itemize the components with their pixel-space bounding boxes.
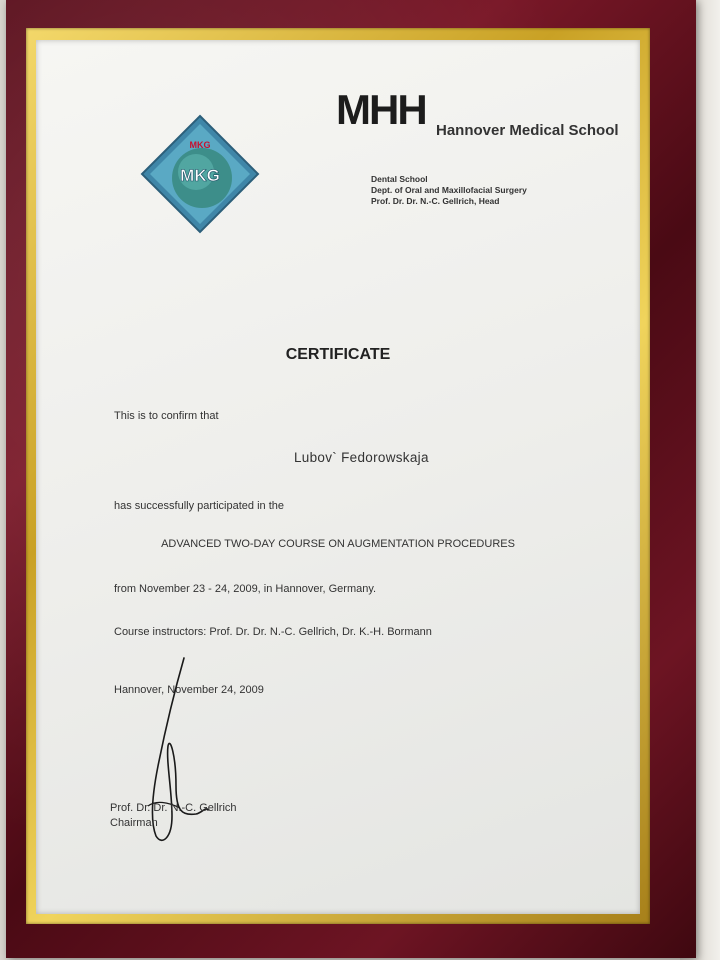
mkg-emblem-logo bbox=[140, 114, 260, 234]
confirm-text: This is to confirm that bbox=[114, 410, 219, 422]
certificate-paper bbox=[36, 40, 640, 914]
emblem-top-text: MKG bbox=[189, 140, 211, 150]
certificate-title: CERTIFICATE bbox=[285, 346, 391, 363]
department-line: Prof. Dr. Dr. N.-C. Gellrich, Head bbox=[371, 196, 500, 206]
participation-text: has successfully participated in the bbox=[114, 500, 284, 512]
recipient-name: Lubov` Fedorowskaja bbox=[294, 450, 429, 465]
school-name: Hannover Medical School bbox=[436, 122, 619, 139]
signatory-role: Chairman bbox=[110, 817, 158, 829]
mhh-logo bbox=[336, 86, 426, 134]
signatory-name: Prof. Dr. Dr. N.-C. Gellrich bbox=[110, 802, 237, 814]
department-block bbox=[371, 174, 527, 207]
department-line: Dept. of Oral and Maxillofacial Surgery bbox=[371, 185, 527, 195]
picture-frame bbox=[6, 0, 696, 958]
dates-text: from November 23 - 24, 2009, in Hannover, Germany. bbox=[114, 583, 377, 595]
instructors-text: Course instructors: Prof. Dr. Dr. N.-C. Gellrich, Dr. K.-H. Bormann bbox=[114, 626, 432, 638]
place-date: Hannover, November 24, 2009 bbox=[114, 684, 264, 696]
course-name: ADVANCED TWO-DAY COURSE ON AUGMENTATION PROCEDURES bbox=[161, 538, 515, 550]
department-line: Dental School bbox=[371, 174, 428, 184]
emblem-text: MKG bbox=[180, 166, 220, 185]
mhh-logo-text: MHH bbox=[336, 86, 426, 133]
